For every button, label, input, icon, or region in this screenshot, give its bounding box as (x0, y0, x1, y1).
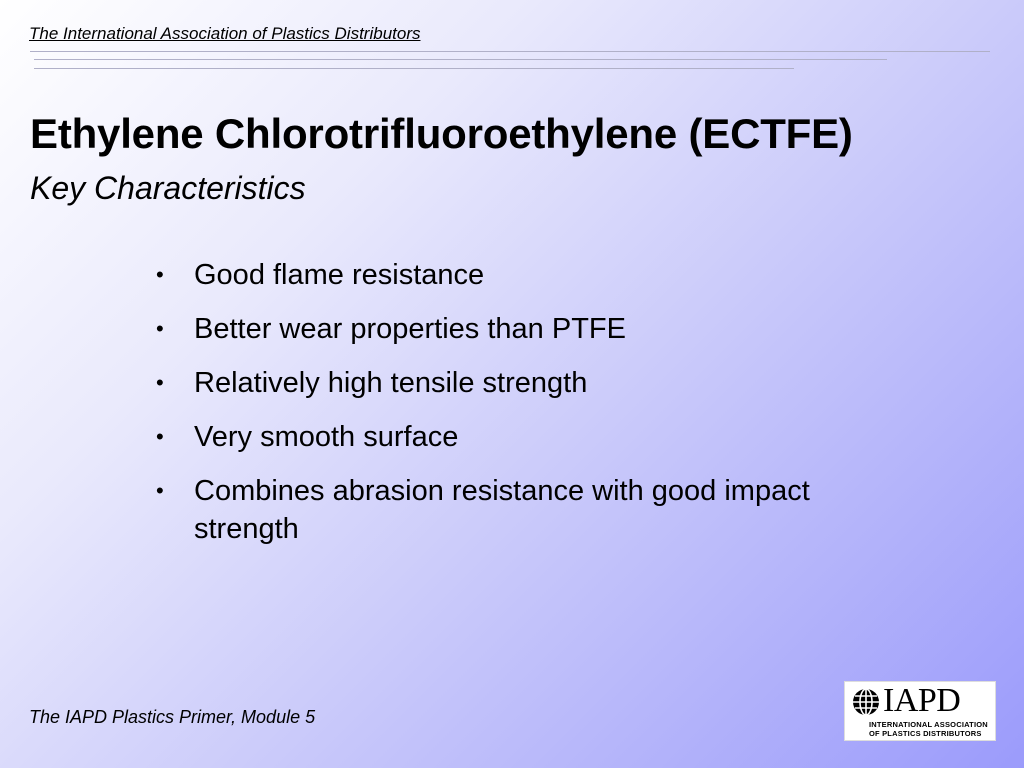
header-rule-1 (30, 51, 990, 52)
slide-title: Ethylene Chlorotrifluoroethylene (ECTFE) (30, 110, 853, 157)
bullet-item (156, 418, 824, 456)
bullet-item (156, 310, 824, 348)
header-organization: The International Association of Plastics Distributors (29, 24, 421, 43)
bullet-dot: • (156, 262, 164, 287)
bullet-dot: • (156, 370, 164, 395)
bullet-text: Very smooth surface (194, 421, 459, 453)
header-rule-3 (34, 68, 794, 69)
bullet-text: Good flame resistance (194, 259, 485, 291)
bullet-item (156, 364, 824, 402)
bullet-dot: • (156, 478, 164, 503)
logo-tagline-line-2: OF PLASTICS DISTRIBUTORS (869, 729, 982, 738)
logo-mark: IAPD (883, 682, 961, 719)
bullet-item (156, 256, 824, 294)
bullet-item (156, 472, 824, 548)
bullet-dot: • (156, 424, 164, 449)
globe-icon (851, 687, 881, 717)
bullet-dot: • (156, 316, 164, 341)
bullet-text: Better wear properties than PTFE (194, 313, 626, 345)
logo-tagline (869, 720, 995, 738)
header-rule-2 (34, 59, 887, 60)
slide-subtitle: Key Characteristics (30, 170, 306, 206)
bullet-text: Combines abrasion resistance with good impact strength (194, 475, 810, 545)
iapd-logo (844, 681, 996, 741)
bullet-list (156, 256, 856, 564)
bullet-text: Relatively high tensile strength (194, 367, 588, 399)
logo-tagline-line-1: INTERNATIONAL ASSOCIATION (869, 720, 988, 729)
footer-module: The IAPD Plastics Primer, Module 5 (29, 707, 316, 727)
